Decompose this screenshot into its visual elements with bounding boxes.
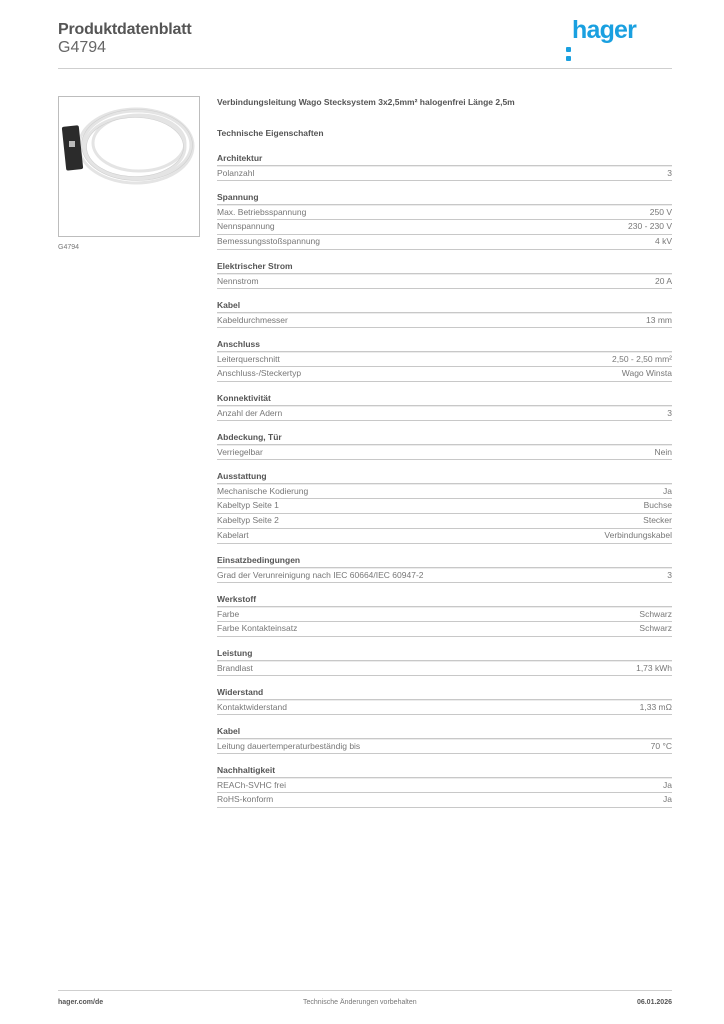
property-value: 13 mm bbox=[646, 315, 672, 325]
property-value: 1,33 mΩ bbox=[639, 702, 672, 712]
property-row bbox=[217, 499, 672, 514]
section-heading: Einsatzbedingungen bbox=[217, 555, 672, 568]
product-image bbox=[58, 96, 200, 237]
property-row bbox=[217, 739, 672, 754]
property-value: Ja bbox=[663, 486, 672, 496]
properties-table bbox=[217, 153, 672, 808]
property-value: 20 A bbox=[654, 276, 672, 286]
section-heading: Elektrischer Strom bbox=[217, 261, 672, 274]
property-value: Schwarz bbox=[639, 609, 672, 619]
property-value: Verbindungskabel bbox=[604, 530, 672, 540]
property-label: Nennstrom bbox=[217, 276, 259, 286]
property-value: Stecker bbox=[643, 515, 672, 525]
property-value: 3 bbox=[667, 570, 672, 580]
section-heading: Werkstoff bbox=[217, 594, 672, 607]
property-label: Mechanische Kodierung bbox=[217, 486, 309, 496]
property-label: Leitung dauertemperaturbeständig bis bbox=[217, 741, 361, 751]
property-label: Verriegelbar bbox=[217, 447, 263, 457]
property-label: Bemessungsstoßspannung bbox=[217, 236, 321, 246]
technical-properties-title: Technische Eigenschaften bbox=[217, 128, 324, 138]
property-row bbox=[217, 607, 672, 622]
section-heading: Spannung bbox=[217, 192, 672, 205]
footer-notice: Technische Änderungen vorbehalten bbox=[303, 999, 417, 1006]
property-row bbox=[217, 235, 672, 250]
section-heading: Widerstand bbox=[217, 687, 672, 700]
property-value: 2,50 - 2,50 mm² bbox=[612, 354, 672, 364]
property-value: Ja bbox=[663, 794, 672, 804]
property-label: Kabeltyp Seite 2 bbox=[217, 515, 279, 525]
property-row bbox=[217, 778, 672, 793]
property-row bbox=[217, 166, 672, 181]
property-row bbox=[217, 514, 672, 529]
property-value: 1,73 kWh bbox=[636, 663, 672, 673]
section-heading: Nachhaltigkeit bbox=[217, 765, 672, 778]
property-label: Nennspannung bbox=[217, 221, 275, 231]
section-heading: Anschluss bbox=[217, 339, 672, 352]
property-label: Grad der Verunreinigung nach IEC 60664/IEC 60947-2 bbox=[217, 570, 424, 580]
property-section bbox=[217, 594, 672, 637]
property-section bbox=[217, 648, 672, 676]
property-label: Kontaktwiderstand bbox=[217, 702, 287, 712]
property-label: Anschluss-/Steckertyp bbox=[217, 368, 302, 378]
property-row bbox=[217, 529, 672, 544]
property-label: Farbe Kontakteinsatz bbox=[217, 623, 298, 633]
property-label: Brandlast bbox=[217, 663, 253, 673]
property-section bbox=[217, 339, 672, 382]
property-section bbox=[217, 432, 672, 460]
property-value: 3 bbox=[667, 408, 672, 418]
property-row bbox=[217, 445, 672, 460]
section-heading: Kabel bbox=[217, 300, 672, 313]
property-row bbox=[217, 313, 672, 328]
property-section bbox=[217, 555, 672, 583]
cable-image-icon bbox=[59, 97, 199, 236]
property-label: Kabeldurchmesser bbox=[217, 315, 288, 325]
property-section bbox=[217, 300, 672, 328]
property-row bbox=[217, 661, 672, 676]
footer-website-link[interactable]: hager.com/de bbox=[58, 999, 104, 1006]
property-label: RoHS-konform bbox=[217, 794, 274, 804]
logo-text: hager bbox=[572, 16, 637, 44]
footer-date: 06.01.2026 bbox=[636, 999, 672, 1006]
section-heading: Leistung bbox=[217, 648, 672, 661]
property-section bbox=[217, 687, 672, 715]
property-row bbox=[217, 793, 672, 808]
property-section bbox=[217, 261, 672, 289]
footer-divider bbox=[58, 990, 672, 991]
property-row bbox=[217, 406, 672, 421]
header-divider bbox=[58, 68, 672, 69]
page-title: Produktdatenblatt bbox=[58, 21, 192, 38]
property-label: Leiterquerschnitt bbox=[217, 354, 280, 364]
property-row bbox=[217, 352, 672, 367]
property-section bbox=[217, 153, 672, 181]
property-label: Max. Betriebsspannung bbox=[217, 207, 307, 217]
property-value: Nein bbox=[654, 447, 672, 457]
property-label: REACh-SVHC frei bbox=[217, 780, 286, 790]
property-value: Schwarz bbox=[639, 623, 672, 633]
property-label: Polanzahl bbox=[217, 168, 255, 178]
property-row bbox=[217, 568, 672, 583]
property-label: Kabelart bbox=[217, 530, 249, 540]
image-caption: G4794 bbox=[58, 244, 80, 251]
property-value: Wago Winsta bbox=[621, 368, 672, 378]
hager-logo bbox=[566, 16, 636, 45]
property-value: Buchse bbox=[643, 500, 672, 510]
property-row bbox=[217, 484, 672, 499]
property-value: Ja bbox=[663, 780, 672, 790]
property-label: Kabeltyp Seite 1 bbox=[217, 500, 279, 510]
property-section bbox=[217, 471, 672, 544]
property-value: 70 °C bbox=[650, 741, 672, 751]
property-label: Anzahl der Adern bbox=[217, 408, 283, 418]
property-row bbox=[217, 622, 672, 637]
property-value: 250 V bbox=[649, 207, 672, 217]
property-label: Farbe bbox=[217, 609, 240, 619]
property-value: 3 bbox=[667, 168, 672, 178]
section-heading: Architektur bbox=[217, 153, 672, 166]
product-description: Verbindungsleitung Wago Stecksystem 3x2,5mm² halogenfrei Länge 2,5m bbox=[217, 97, 515, 107]
section-heading: Kabel bbox=[217, 726, 672, 739]
article-number: G4794 bbox=[58, 39, 107, 56]
product-content bbox=[217, 96, 672, 808]
section-heading: Abdeckung, Tür bbox=[217, 432, 672, 445]
property-value: 4 kV bbox=[654, 236, 672, 246]
property-row bbox=[217, 205, 672, 220]
property-row bbox=[217, 367, 672, 382]
property-section bbox=[217, 393, 672, 421]
section-heading: Konnektivität bbox=[217, 393, 672, 406]
property-section bbox=[217, 192, 672, 250]
property-value: 230 - 230 V bbox=[628, 221, 672, 231]
property-row bbox=[217, 274, 672, 289]
property-row bbox=[217, 220, 672, 235]
property-section bbox=[217, 765, 672, 808]
property-row bbox=[217, 700, 672, 715]
property-section bbox=[217, 726, 672, 754]
section-heading: Ausstattung bbox=[217, 471, 672, 484]
